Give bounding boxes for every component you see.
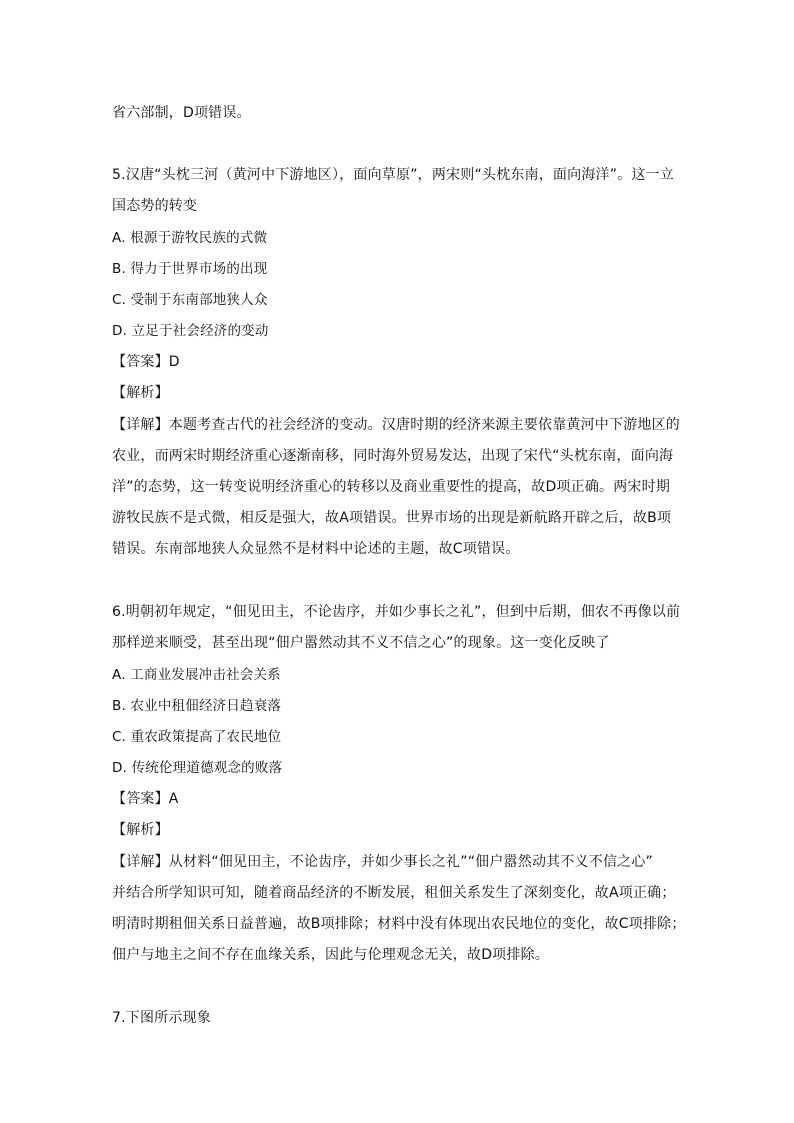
q5-detail-line-2: 农业，而两宋时期经济重心逐渐南移，同时海外贸易发达，出现了宋代“头枕东南，面向海 bbox=[112, 448, 674, 464]
q5-detail-line-3: 洋”的态势，这一转变说明经济重心的转移以及商业重要性的提高，故D项正确。两宋时期 bbox=[112, 479, 671, 495]
q6-detail-line-4: 佃户与地主之间不存在血缘关系，因此与伦理观念无关，故D项排除。 bbox=[112, 947, 549, 963]
q6-detail-line-3: 明清时期租佃关系日益普遍，故B项排除；材料中没有体现出农民地位的变化，故C项排除； bbox=[112, 916, 686, 932]
q6-analysis-label: 【解析】 bbox=[112, 822, 169, 838]
q6-option-d: D. 传统伦理道德观念的败落 bbox=[112, 760, 283, 776]
continuation-text: 省六部制，D项错误。 bbox=[112, 105, 251, 121]
q5-detail-line-5: 错误。东南部地狭人众显然不是材料中论述的主题，故C项错误。 bbox=[112, 541, 520, 557]
q5-stem-line-1: 5.汉唐“头枕三河（黄河中下游地区），面向草原”，两宋则“头枕东南，面向海洋”。这一立 bbox=[112, 167, 674, 183]
q6-stem-line-1: 6.明朝初年规定，“佃见田主，不论齿序，并如少事长之礼”，但到中后期，佃农不再像以前 bbox=[112, 604, 681, 620]
q5-option-c: C. 受制于东南部地狭人众 bbox=[112, 292, 268, 308]
q6-answer: 【答案】A bbox=[112, 791, 179, 807]
q6-option-c: C. 重农政策提高了农民地位 bbox=[112, 729, 282, 745]
q5-analysis-label: 【解析】 bbox=[112, 385, 169, 401]
q6-detail-line-1: 【详解】从材料“佃见田主，不论齿序，并如少事长之礼”“佃户嚣然动其不义不信之心” bbox=[112, 854, 654, 870]
q5-detail-line-4: 游牧民族不是式微，相反是强大，故A项错误。世界市场的出现是新航路开辟之后，故B项 bbox=[112, 510, 672, 526]
q6-option-a: A. 工商业发展冲击社会关系 bbox=[112, 667, 281, 683]
q5-option-a: A. 根源于游牧民族的式微 bbox=[112, 230, 268, 246]
q5-option-d: D. 立足于社会经济的变动 bbox=[112, 323, 269, 339]
q6-option-b: B. 农业中租佃经济日趋衰落 bbox=[112, 698, 282, 714]
q5-option-b: B. 得力于世界市场的出现 bbox=[112, 261, 268, 277]
q5-stem-line-2: 国态势的转变 bbox=[112, 198, 198, 214]
q7-stem-line-1: 7.下图所示现象 bbox=[112, 1010, 211, 1026]
q5-detail-line-1: 【详解】本题考查古代的社会经济的变动。汉唐时期的经济来源主要依靠黄河中下游地区的 bbox=[112, 417, 680, 433]
q5-answer: 【答案】D bbox=[112, 354, 180, 370]
q6-stem-line-2: 那样逆来顺受，甚至出现“佃户嚣然动其不义不信之心”的现象。这一变化反映了 bbox=[112, 635, 610, 651]
q6-detail-line-2: 并结合所学知识可知，随着商品经济的不断发展，租佃关系发生了深刻变化，故A项正确； bbox=[112, 885, 676, 901]
